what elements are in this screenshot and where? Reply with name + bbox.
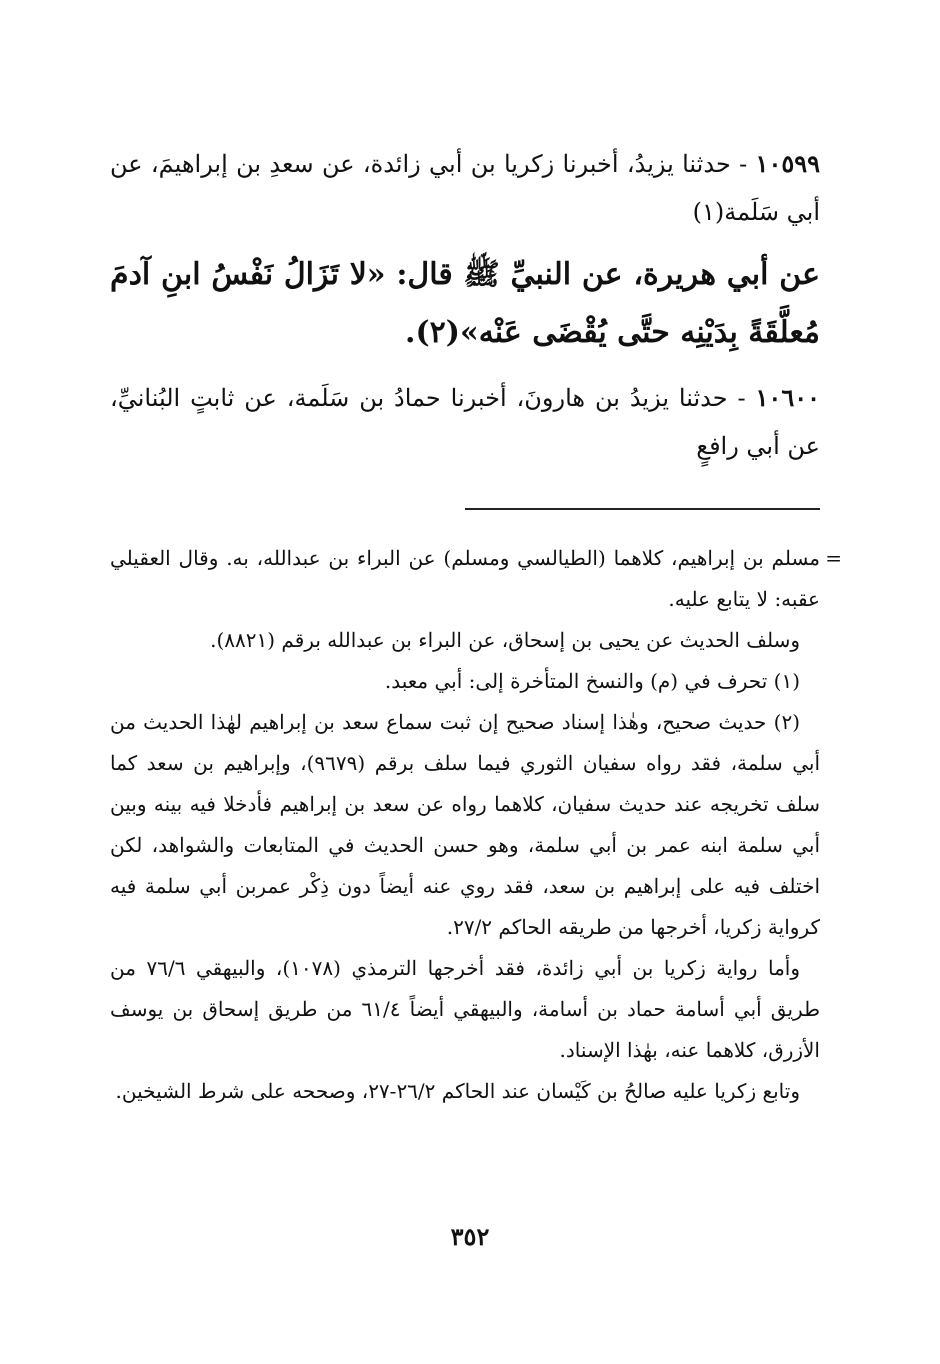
- footnote-paragraph: وأما رواية زكريا بن أبي زائدة، فقد أخرجها الترمذي (١٠٧٨)، والبيهقي ٧٦/٦ من طريق أبي أسامة حماد بن أسامة، والبيهقي أيضاً ٦١/٤ من طريق إسحاق بن يوسف الأزرق، كلاهما عنه، بهٰذا الإسناد.: [110, 956, 820, 1062]
- hadith-number: ١٠٦٠٠: [755, 383, 820, 412]
- hadith-matn: عن أبي هريرة، عن النبيِّ ﷺ قال: «لا تَزَالُ نَفْسُ ابنِ آدمَ مُعلَّقَةً بِدَيْنِه حتَّى يُقْضَى عَنْه»(٢).: [110, 257, 820, 350]
- continuation-mark: =: [825, 546, 842, 570]
- hadith-10600-isnad: [110, 374, 820, 470]
- isnad-text: - حدثنا يزيدُ بن هارونَ، أخبرنا حمادُ بن سَلَمة، عن ثابتٍ البُنانيِّ، عن أبي رافعٍ: [110, 384, 820, 460]
- footnotes: [110, 538, 842, 1112]
- footnote-1: (١) تحرف في (م) والنسخ المتأخرة إلى: أبي معبد.: [384, 669, 800, 693]
- hadith-number: ١٠٥٩٩: [755, 149, 820, 178]
- isnad-text: - حدثنا يزيدُ، أخبرنا زكريا بن أبي زائدة، عن سعدِ بن إبراهيمَ، عن أبي سَلَمة(١): [110, 150, 820, 226]
- footnote-paragraph: وتابع زكريا عليه صالحُ بن كَيْسان عند الحاكم ٢٦/٢-٢٧، وصححه على شرط الشيخين.: [115, 1079, 800, 1103]
- footnote-paragraph: وسلف الحديث عن يحيى بن إسحاق، عن البراء بن عبدالله برقم (٨٨٢١).: [210, 628, 800, 652]
- page-number: ٣٥٢: [450, 1222, 490, 1251]
- hadith-text: [110, 140, 820, 470]
- footnote-2: (٢) حديث صحيح، وهٰذا إسناد صحيح إن ثبت سماع سعد بن إبراهيم لهٰذا الحديث من أبي سلمة، فقد رواه سفيان الثوري فيما سلف برقم (٩٦٧٩)، وإبراهيم بن سعد كما سلف تخريجه عند حديث سفيان، كلاهما رواه عن سعد بن إبراهيم فأدخلا فيه بينه وبين أبي سلمة ابنه عمر بن أبي سلمة، وهو حسن الحديث في المتابعات والشواهد، لكن اختلف فيه على إبراهيم بن سعد، فقد روي عنه أيضاً دون ذِكْر عمربن أبي سلمة فيه كرواية زكريا، أخرجها من طريقه الحاكم ٢٧/٢.: [110, 710, 820, 939]
- footnote-continuation: مسلم بن إبراهيم، كلاهما (الطيالسي ومسلم) عن البراء بن عبدالله، به. وقال العقيلي عقبه: لا يتابع عليه.: [110, 546, 820, 611]
- hadith-10599-isnad: [110, 140, 820, 236]
- footnote-divider: [465, 508, 820, 510]
